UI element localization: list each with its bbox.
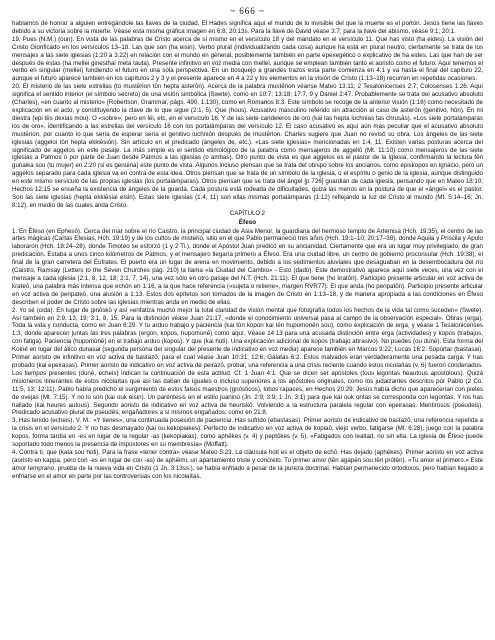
- chapter-title-heading: Éfeso: [238, 218, 257, 226]
- paragraph-verse-4: 4. Contra ti, que (kata sou hoti). Para la frase «tener contra» véase Mateo 5:23. La cláusula hoti es el objeto de echō. Has dejado (aphēkes). Primer aoristo en voz activa (aoristo en kappa, pero con -es en lugar de con -as) de aphiēmi, un apartamiento triste y concreto. Tu primer amor (tēn agapēn sou tēn prōtēn). «Tu amor el primero.» Este amor temprano, prueba de la nueva vida en Cristo (1 Jn. 3:13ss.), se había enfriado a pesar de la pureza doctrinal. Habían permanecido ortodoxos, pero habían llegado a enfriarse en el amor en parte por las controversias con los nicolaítas.: [12, 448, 483, 480]
- paragraph-verse-3: 3. Has tenido (echeis). V. M.: «Y tienes», una continuada posesión de paciencia. Has sufrido (ebastasas). Primer aoristo de indicativo de bastazō, una referencia repetida a la crisis en el versículo 2. Y no has desmayado (kai ou kekopiakes). Perfecto de indicativo en voz activa de kopiaō, viejo verbo, fatigarse (Mt. 6:28), juego con la palabra kopos, forma tardía en -es en lugar de la regular -as (kekopiakas), como aphēkes (v. 4) y peptōkes (v. 5). «Fatigados con lealtad, no sin ella. La iglesia de Éfeso puede soportarlo todo menos la presencia de impostores en su membresía» (Moffatt).: [12, 417, 483, 449]
- paragraph-verse-20: 20. El misterio de las siete estrellas (to mustērion tōn hepta asterōn). Acerca de la palabra mustērion véanse Mateo 13:11; 2 Tesalonicenses 2:7; Colosenses 1:26. Aquí significa el sentido interior (el símbolo secreto) de una visión simbólica (Swete), como en 10:7; 13:18; 17:7, 9 y Daniel 2:47. Probablemente se trata del acusativo absoluto (Charles), «en cuanto al misterio» (Robertson, Grammar, págs. 490, 1.130), como en Romanos 8:3. Este símbolo se recoge de la anterior visión (1:16) como necesitado de explicación en el acto, y constituyendo la clave de lo que sigue (2:1, 5). Que (hous). Acusativo masculino referido sin atracción al caso de asterōn (genitivo, hōn). En mi diestra (epi tēs dexias mou). O «sobre», pero en lēi, etc, en el versículo 16. Y de las siete candeleros de oro (kai tas hepta luchnias tas chrusās). «Los siete portalámparas los de oro», identificando a las estrellas del versículo 16 con los portalámparas del versículo 12. El caso acusativo es aquí aún más peculiar que el acusativo absoluto mustērion, por cuanto lo que sería de esperar sería el genitivo luchniōn después de mustērion. Charles sugiere que Juan no revisó su obra. Los ángeles de las siete iglesias (aggeloi tōn hepta ekklēsiōn). Sin artículo en el predicado (ángeles de, etc.). «Las siete iglesias» mencionadas en 1:4, 11. Existen varias posturas acerca del significado de aggelos en este pasaje. La más simple es el sentido etimológico de la palabra como mensajeros de aggellō (Mt. 11:10) como mensajeros de las siete iglesias a Patmos o por parte de Juan desde Patmos a las iglesias (o ambas). Otro punto de vista es que aggelos es el pastor de la iglesia, confirmando la lectura tēn gunaika sou (tu mujer) en 2:20 (si es genuina) este punto de vista. Algunos incluso piensan que se trata del obispo sobre los ancianos, como episkopos en Ignacio, pero un aggelos separado para cada iglesia va en contra de esta idea. Otros piensan que se trata de un símbolo de la iglesia, o el espíritu o genio de la iglesia, aunque distinguido en este mismo versículo de las propias iglesias (los portalámparas). Otros piensan que se trata del ángel [p 726] guardián de cada iglesia, pensando que en Mateo 18:10; Hechos 12:15 se enseña la existencia de ángeles de la guarda. Cada postura está rodeada de dificultades, quizá las menos en la postura de que el «ángel» es el pastor. Son las siete iglesias (hepta ekklēsiai eisin). Estas siete iglesias (1:4, 11) son ellas mismas portalámparas (1:12) reflejando la luz de Cristo al mundo (Mt. 5:14–16; Jn. 8:12), en medio de las cuales anda Cristo.: [12, 83, 483, 209]
- paragraph-keys-of-hades: hablamos de honrar a alguien entregándole las llaves de la ciudad. El Hades significa aquí el mundo de lo invisible del que la muerte es el portón. Jesús tiene las llaves debido a su victoria sobre la muerte. Véase esta misma gráfica imagen en 6:8; 20:13s. Para la llave de David véase 3:7; para la llave del abismo, véase 9:1; 20:1.: [12, 20, 483, 35]
- commentary-body: [12, 20, 483, 481]
- paragraph-verse-1: 1. En Éfeso (en Ephesō). Cerca del mar sobre el río Caistro, la principal ciudad de Asia Menor, la guardiana del hermoso templo de Artemisa (Hch. 19:35), el centro de las artes mágicas (Cartas Efesias, Hch. 19:19) y de los cultos de misterio, sitio en el que Pablo permaneció tres años (Hch. 19:1–10; 20:17–38), donde Aquila y Priscila y Apolo laboraron (Hch. 18:24–28), donde Timoteo se esforzó (1 y 2 Ti.), donde el Apóstol Juan predicó en su ancianidad. Ciertamente que era un lugar muy privilegiado, de gran predicación. Estaba a unos cinco kilómetros de Patmos, y el mensajero llegaría primero a Éfeso. Era una ciudad libre, un centro de gobierno proconsular (Hch. 19:38), el final de la gran carretera del Éufrates. El puerto era un lugar de arena en movimiento, debido a los sedimentos aluviales que desaguaban en la desembocadura del río (Caistro, Ramsay (Letters to the Seven Churches pág. 210) la llama «la Ciudad del Cambio» - Esto (dado). Este demostrativo aparece aquí siete veces, una vez con el mensaje a cada iglesia (2:1, 8, 12, 18; 2:1, 7, 14), una vez sólo en otro pasaje del N.T. (Hch. 21:11). El que tiene (ho kratōn). Participio presente articular en voz activa de krateō, una palabra más intensa que echōn en 1:16, a la que hace referencia («sujeta o retiene», margen RVR77). El que anda (ho peripatōn). Participio presente articular en voz activa de peripateō, una alusión a 1:13. Estos dos epítetos son tomados de la imagen de Cristo en 1:13–18, y de manera apropiada a las condiciones en Éfeso describen el poder de Cristo sobre las iglesias mientras anda en medio de ellas.: [12, 227, 483, 306]
- paragraph-verse-19: 19. Pues (N.M.) (oun). En vista de las palabras de Cristo acerca de sí mismo en el versículo 18 y del mandato en el versículo 11. Que has visto (ha eides). La visión del Cristo Glorificado en los versículos 13–18. Las que son (ha eisin). Verbo plural (individualizando cada cosa) aunque ha está en plural neutro; ciertamente se trata de los mensajes a las siete iglesias (1:20 a 3:22) en relación con el mundo en general, posiblemente también en parte epexegético o explicativo de ha eides. Las que han de ser después de éstas (ha mellei ginesthai meta tauta). Presente infinitivo en voz media con mellei, aunque se emplean también tanto el aoristo como el futuro. Aquí tenemos el verbo en singular (mellei) fundiendo el futuro en una sola perspectiva. En un bosquejo a grandes trazos esta parte comienza en 4:1 y va hasta el final del capítulo 22, aunque el futuro aparece también en los capítulos 2 y 3 y el presente aparece en 4 a 22 y los elementos en la visión de Cristo (1:13–18) recurren en repetidas ocasiones.: [12, 35, 483, 83]
- page-number-header: ~ 666 ~: [230, 6, 265, 16]
- paragraph-verse-2: 2. Yo sé (oida). En lugar de ginōskō y así «enfatiza mucho mejor la total claridad de visión mental que fotografía todos los hechos de la vida tal como suceden» (Swete). Así también en 2:9, 13, 19; 3:1, 8, 15. Para la distinción véase Juan 21:17, «donde el conocimiento universal pasa al campo de la observación especial». Obras (erga). Toda la vida y conducta, como en Juan 6:29. Y tu arduo trabajo y paciencia (kai tōn kopon kai tēn hupomonēn sou), como explicación de erga, y véase 1 Tesalonicenses 1:3, donde aparecen juntas las tres palabras (ergon, kopos, hupomonē) como aquí. Véase 14:13 para una acusada distinción entre erga (actividades) y kopos (trabajos, con fatiga). Paciencia (hupomonē) en el trabajo arduo (kopos). Y que (kai hoti). Una explicación adicional de kopos (trabajo abrasivo). No puedes (ou dunē). Esta forma del Koiné en lugar del ático dunasai (segunda persona del singular del presente de indicativo en voz media) aparece también en Marcos 9:22; Lucas 16:2. Soportar (bastasai). Primer aoristo de infinitivo en voz activa de bastazō, para el cual véase Juan 10:31; 12:6; Gálatas 6:2. Estos malvados eran verdaderamente una pesada carga. Y has probado (kai epeirasas). Primer aoristo de indicativo en voz activa de peirazō, probar, una referencia a una crisis reciente cuando estos nicolaítas (v. 6) fueron condenados. Los tiempos presentes (dunē, echeis) indican la continuación de esta actitud. Cf. 1 Juan 4:1. Que se dicen ser apóstoles (tous legontas heautous apostolous). Quizá misioneros itinerantes de estos nicolaítas que así las daban de iguales o incluso superiores a los apóstoles originales, como los judaizantes descritos por Pablo (2 Co. 11:5, 13; 12:11). Pablo había predicho el surgimiento de estos falsos maestros (gnósticos), lobos rapaces, en Hechos 20:29; Jesús había dicho que aparecerían con pieles de ovejas (Mt. 7:15). Y no lo son (kai ouk eisin). Un paréntesis en el estilo juanino (Jn. 2:9; 3:9; 1 Jn. 3:1) para que kai ouk ontas se corresponda con legontas. Y los has hallado (kai heures autous). Segundo aoristo de indicativo en voz activa de heuriskō. Volviendo a la estructura paralela regular con epeirasas. Mentirosos (pseudeis). Predicado acusativo plural de pseudēs, engañadores a sí mismos engañados, como en 21:8.: [12, 306, 483, 417]
- chapter-number-heading: CAPÍTULO 2: [229, 210, 265, 217]
